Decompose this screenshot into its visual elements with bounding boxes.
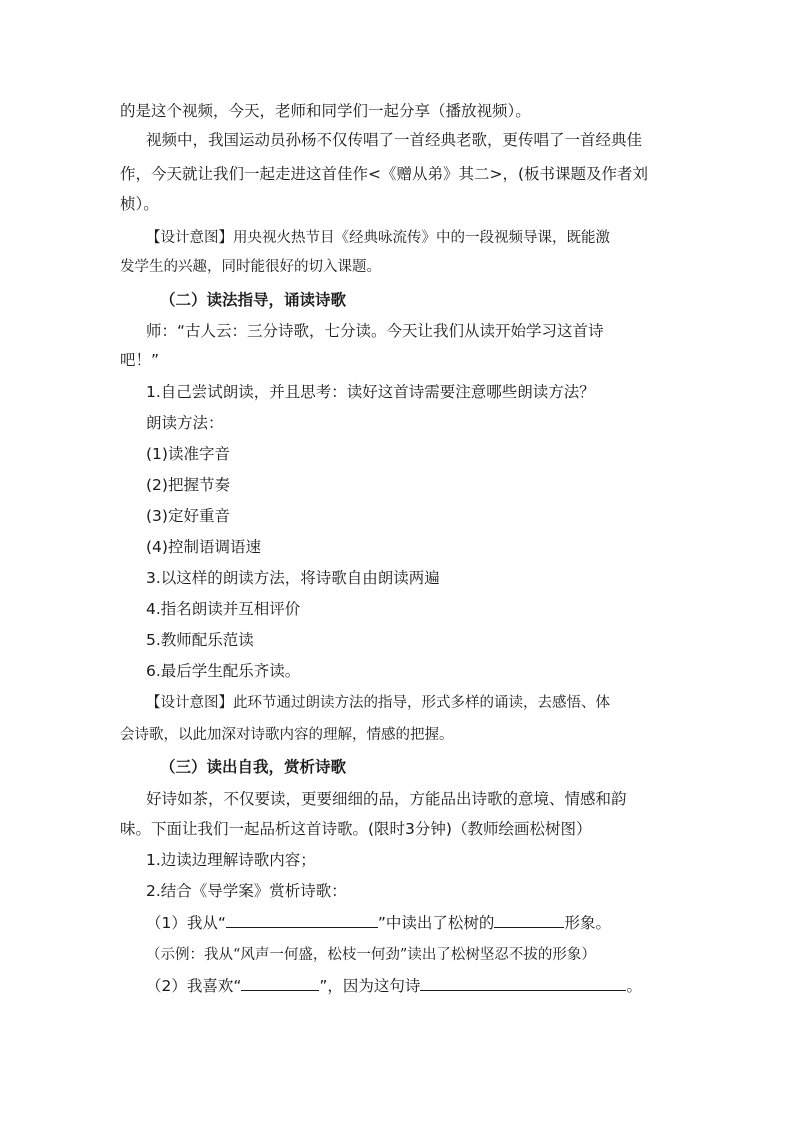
section-3-heading: （三）读出自我，赏析诗歌 <box>160 758 347 776</box>
reading-step-4: 4.指名朗读并互相评价 <box>146 600 301 618</box>
reading-method-item: (2)把握节奏 <box>146 476 230 494</box>
intro-line-2: 视频中，我国运动员孙杨不仅传唱了一首经典老歌，更传唱了一首经典佳 <box>146 131 643 149</box>
reading-method-item: (3)定好重音 <box>146 507 230 525</box>
fill-in-blank[interactable] <box>494 913 564 928</box>
section-3-para-line-2: 味。下面让我们一起品析这首诗歌。(限时3分钟)（教师绘画松树图） <box>120 820 592 838</box>
intro-line-3: 作，今天就让我们一起走进这首佳作<《赠从弟》其二>，(板书课题及作者刘 <box>120 165 649 183</box>
design-intent-2-line-1: 【设计意图】此环节通过朗读方法的指导，形式多样的诵读，去感悟、体 <box>146 695 610 711</box>
reading-step-3: 3.以这样的朗读方法，将诗歌自由朗读两遍 <box>146 569 440 587</box>
fill-in-item-2-prefix: （2）我喜欢“ <box>146 977 242 995</box>
analysis-step-1: 1.边读边理解诗歌内容； <box>146 851 316 869</box>
fill-in-item-2-middle: ”，因为这句诗 <box>319 977 421 995</box>
design-intent-1-line-1: 【设计意图】用央视火热节目《经典咏流传》中的一段视频导课，既能激 <box>146 230 610 246</box>
fill-in-blank[interactable] <box>226 913 378 928</box>
intro-line-1: 的是这个视频，今天，老师和同学们一起分享（播放视频）。 <box>120 102 531 120</box>
intro-line-4: 桢）。 <box>120 195 159 213</box>
example-hint: （示例：我从“风声一何盛，松枝一何劲”读出了松树坚忍不拔的形象） <box>146 947 596 963</box>
fill-in-item-1-suffix: 形象。 <box>564 914 611 932</box>
design-intent-2-line-2: 会诗歌，以此加深对诗歌内容的理解，情感的把握。 <box>120 727 454 743</box>
fill-in-item-1 <box>146 913 611 933</box>
design-intent-1-line-2: 发学生的兴趣，同时能很好的切入课题。 <box>120 259 381 275</box>
fill-in-item-1-prefix: （1）我从“ <box>146 914 226 932</box>
fill-in-blank[interactable] <box>420 976 626 991</box>
fill-in-item-1-middle: ”中读出了松树的 <box>377 914 495 932</box>
reading-step-5: 5.教师配乐范读 <box>146 631 254 649</box>
section-2-heading: （二）读法指导，诵读诗歌 <box>160 291 347 309</box>
fill-in-blank[interactable] <box>241 976 319 991</box>
reading-method-item: (1)读准字音 <box>146 445 230 463</box>
reading-step-6: 6.最后学生配乐齐读。 <box>146 662 301 680</box>
section-3-para-line-1: 好诗如茶，不仅要读，更要细细的品，方能品出诗歌的意境、情感和韵 <box>146 790 627 808</box>
teacher-quote-line-2: 吧！” <box>120 351 160 369</box>
analysis-step-2: 2.结合《导学案》赏析诗歌： <box>146 882 347 900</box>
teacher-quote-line-1: 师：“古人云：三分诗歌，七分读。今天让我们从读开始学习这首诗 <box>146 322 604 340</box>
fill-in-item-2-suffix: 。 <box>626 977 642 995</box>
reading-methods-label: 朗读方法： <box>146 414 224 432</box>
reading-step-1: 1.自己尝试朗读，并且思考：读好这首诗需要注意哪些朗读方法？ <box>146 383 595 401</box>
reading-method-item: (4)控制语调语速 <box>146 538 261 556</box>
fill-in-item-2 <box>146 976 642 996</box>
